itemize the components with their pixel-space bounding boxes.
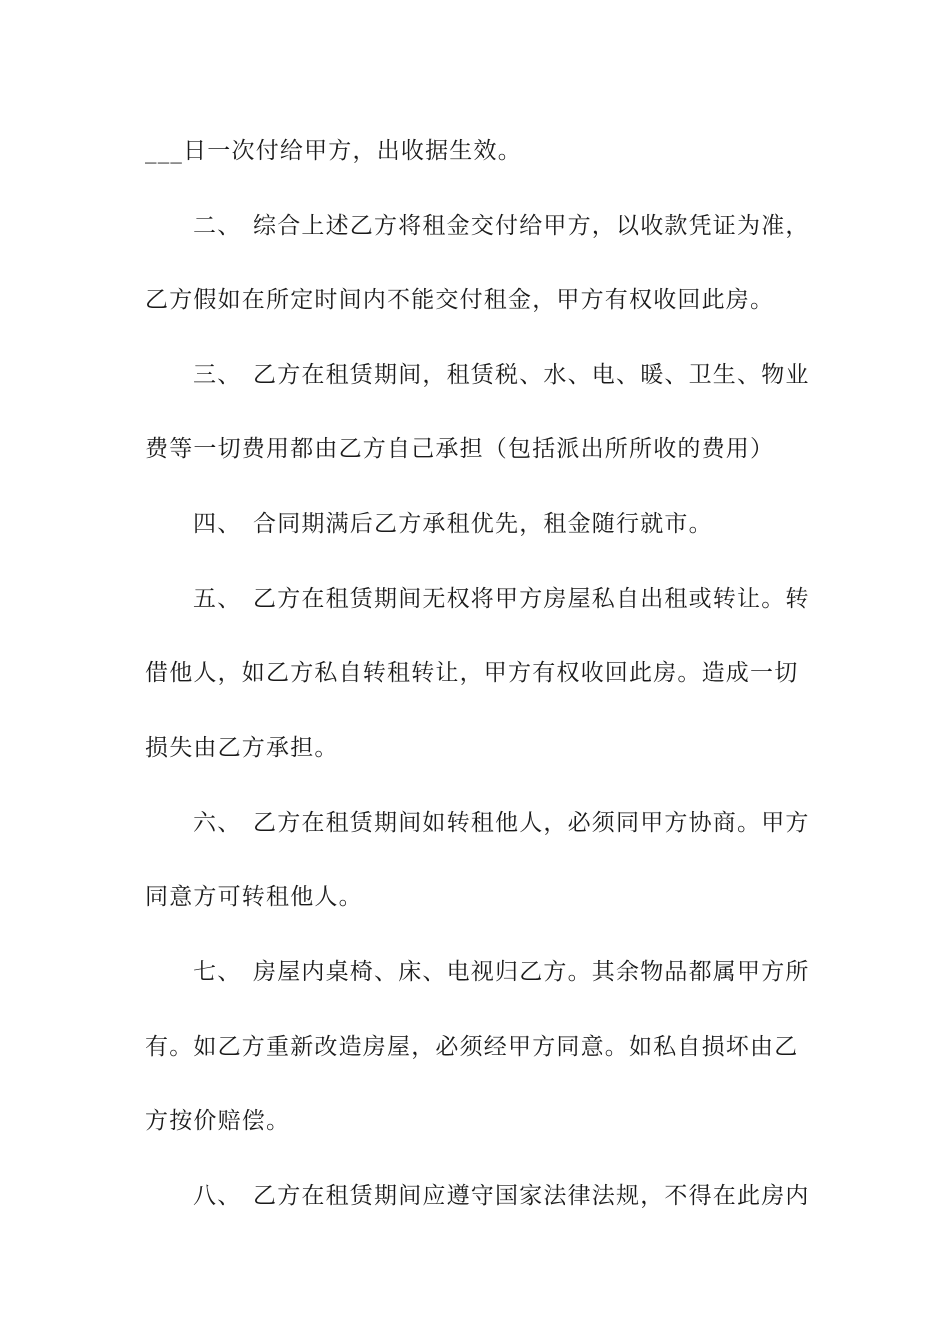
line-text: 借他人，如乙方私自转租转让，甲方有权收回此房。造成一切 (145, 660, 799, 686)
text-line (145, 882, 825, 912)
clause-number: 二、 (193, 213, 242, 239)
line-text: 同意方可转租他人。 (145, 884, 363, 910)
text-line (145, 733, 825, 763)
clause-2-line (193, 211, 873, 241)
clause-number: 四、 (193, 511, 242, 537)
line-text: 方按价赔偿。 (145, 1108, 291, 1134)
clause-8-line (193, 1181, 873, 1211)
line-text: 费等一切费用都由乙方自己承担（包括派出所所收的费用） (145, 436, 775, 462)
clause-7-line (193, 957, 873, 987)
line-text: 乙方假如在所定时间内不能交付租金，甲方有权收回此房。 (145, 287, 775, 313)
text-line (145, 658, 825, 688)
line-text: 综合上述乙方将租金交付给甲方，以收款凭证为准， (253, 213, 810, 239)
line-text: ___日一次付给甲方，出收据生效。 (145, 138, 522, 164)
line-text: 乙方在租赁期间应遵守国家法律法规，不得在此房内 (253, 1183, 810, 1209)
text-line (145, 1032, 825, 1062)
clause-number: 七、 (193, 959, 242, 985)
clause-3-line (193, 360, 873, 390)
text-line (145, 136, 825, 166)
clause-6-line (193, 808, 873, 838)
clause-number: 六、 (193, 810, 242, 836)
line-text: 有。如乙方重新改造房屋，必须经甲方同意。如私自损坏由乙 (145, 1034, 799, 1060)
clause-number: 五、 (193, 586, 242, 612)
clause-4-line (193, 509, 873, 539)
line-text: 乙方在租赁期间如转租他人，必须同甲方协商。甲方 (253, 810, 810, 836)
clause-number: 三、 (193, 362, 242, 388)
line-text: 乙方在租赁期间，租赁税、水、电、暖、卫生、物业 (253, 362, 810, 388)
line-text: 损失由乙方承担。 (145, 735, 339, 761)
line-text: 合同期满后乙方承租优先，租金随行就市。 (253, 511, 713, 537)
line-text: 乙方在租赁期间无权将甲方房屋私自出租或转让。转 (253, 586, 810, 612)
clause-number: 八、 (193, 1183, 242, 1209)
text-line (145, 434, 825, 464)
clause-5-line (193, 584, 873, 614)
line-text: 房屋内桌椅、床、电视归乙方。其余物品都属甲方所 (253, 959, 810, 985)
text-line (145, 1106, 825, 1136)
text-line (145, 285, 825, 315)
